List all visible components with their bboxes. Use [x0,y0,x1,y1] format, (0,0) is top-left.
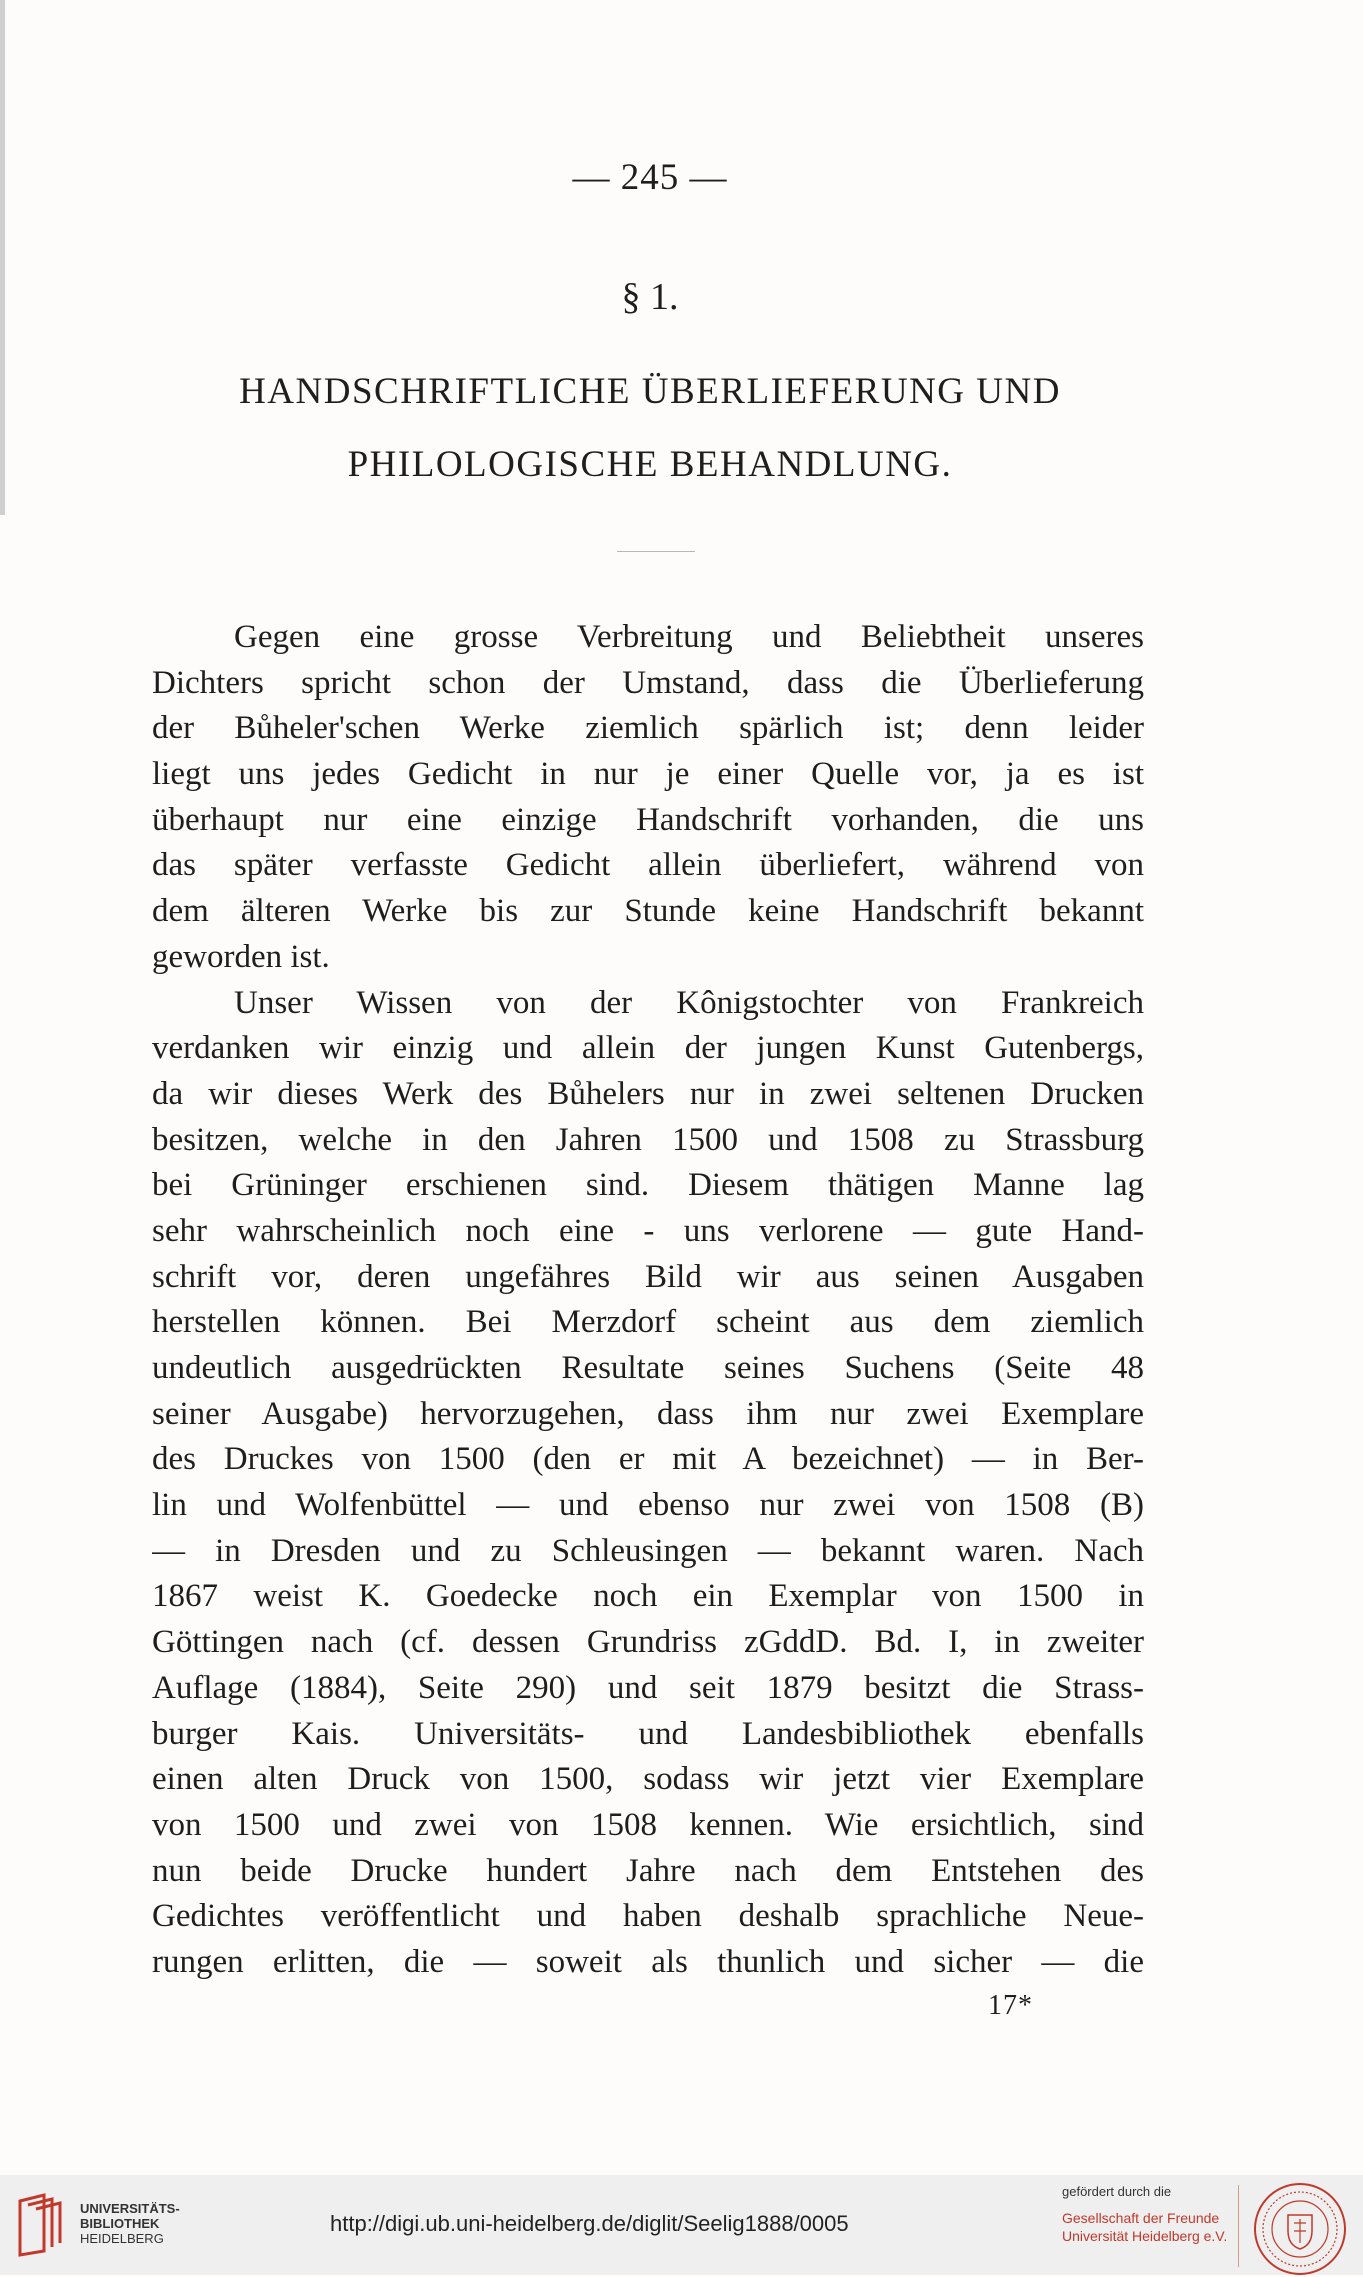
body-line: überhaupt nur eine einzige Handschrift vorhanden, die uns [152,801,1144,838]
body-line: geworden ist. [152,938,330,975]
library-name [80,2201,200,2246]
library-name-line-2: BIBLIOTHEK [80,2216,160,2231]
library-name-line-1: UNIVERSITÄTS- [80,2201,180,2216]
body-line: des Druckes von 1500 (den er mit A bezeichnet) — in Ber- [152,1441,1144,1478]
body-line: lin und Wolfenbüttel — und ebenso nur zwei von 1508 (B) [152,1487,1144,1524]
body-line: herstellen können. Bei Merzdorf scheint aus dem ziemlich [152,1304,1144,1341]
sponsor-divider [1238,2185,1239,2267]
body-line: da wir dieses Werk des Bůhelers nur in zwei seltenen Drucken [152,1075,1144,1112]
library-name-line-3: HEIDELBERG [80,2231,164,2246]
body-line: nun beide Drucke hundert Jahre nach dem Entstehen des [152,1852,1144,1889]
body-line: der Bůheler'schen Werke ziemlich spärlich ist; denn leider [152,710,1144,747]
body-line: rungen erlitten, die — soweit als thunlich und sicher — die [152,1943,1144,1980]
body-line: Gedichtes veröffentlicht und haben deshalb sprachliche Neue- [152,1898,1144,1935]
body-line: Gegen eine grosse Verbreitung und Beliebtheit unseres [234,619,1144,655]
body-line: besitzen, welche in den Jahren 1500 und 1508 zu Strassburg [152,1121,1144,1158]
section-mark: § 1. [621,276,679,318]
section-heading-line-1: HANDSCHRIFTLICHE ÜBERLIEFERUNG UND [239,371,1061,412]
body-line: bei Grüninger erschienen sind. Diesem thätigen Manne lag [152,1167,1144,1204]
body-line: undeutlich ausgedrückten Resultate seines Suchens (Seite 48 [152,1350,1144,1386]
body-line: einen alten Druck von 1500, sodass wir jetzt vier Exemplare [152,1761,1144,1798]
body-line: Göttingen nach (cf. dessen Grundriss zGddD. Bd. I, in zweiter [152,1624,1144,1661]
permalink[interactable]: http://digi.ub.uni-heidelberg.de/diglit/Seelig1888/0005 [330,2211,849,2236]
body-line: Unser Wissen von der Kônigstochter von Frankreich [234,984,1144,1021]
body-line: schrift vor, deren ungefähres Bild wir aus seinen Ausgaben [152,1258,1144,1295]
body-line: seiner Ausgabe) hervorzugehen, dass ihm nur zwei Exemplare [152,1395,1144,1432]
body-line: 1867 weist K. Goedecke noch ein Exemplar von 1500 in [152,1578,1144,1615]
signature-mark: 17* [988,1990,1033,2021]
body-line: Auflage (1884), Seite 290) und seit 1879 besitzt die Strass- [152,1669,1144,1706]
sponsor-label: gefördert durch die [1062,2184,1172,2199]
body-text [152,615,1144,1986]
sponsor-name [1062,2209,1232,2245]
body-line: das später verfasste Gedicht allein überliefert, während von [152,847,1144,884]
library-logo-icon [14,2193,64,2257]
viewer-footer [0,2175,1363,2275]
body-line: von 1500 und zwei von 1508 kennen. Wie ersichtlich, sind [152,1806,1144,1843]
body-line: — in Dresden und zu Schleusingen — bekannt waren. Nach [152,1532,1144,1569]
body-line: liegt uns jedes Gedicht in nur je einer Quelle vor, ja es ist [152,756,1144,793]
section-heading-line-2: PHILOLOGISCHE BEHANDLUNG. [347,444,953,485]
sponsor-name-line-1: Gesellschaft der Freunde [1062,2210,1220,2226]
sponsor-name-line-2: Universität Heidelberg e.V. [1062,2228,1228,2244]
body-line: sehr wahrscheinlich noch eine - uns verlorene — gute Hand- [152,1212,1144,1249]
scan-edge [0,0,5,515]
body-line: Dichters spricht schon der Umstand, dass die Überlieferung [152,664,1144,701]
heading-divider [617,551,695,552]
university-seal-icon [1252,2181,1348,2277]
page-number: — 245 — [572,157,728,198]
body-line: verdanken wir einzig und allein der jungen Kunst Gutenbergs, [152,1030,1144,1067]
body-line: burger Kais. Universitäts- und Landesbibliothek ebenfalls [152,1715,1144,1752]
body-line: dem älteren Werke bis zur Stunde keine Handschrift bekannt [152,893,1144,930]
